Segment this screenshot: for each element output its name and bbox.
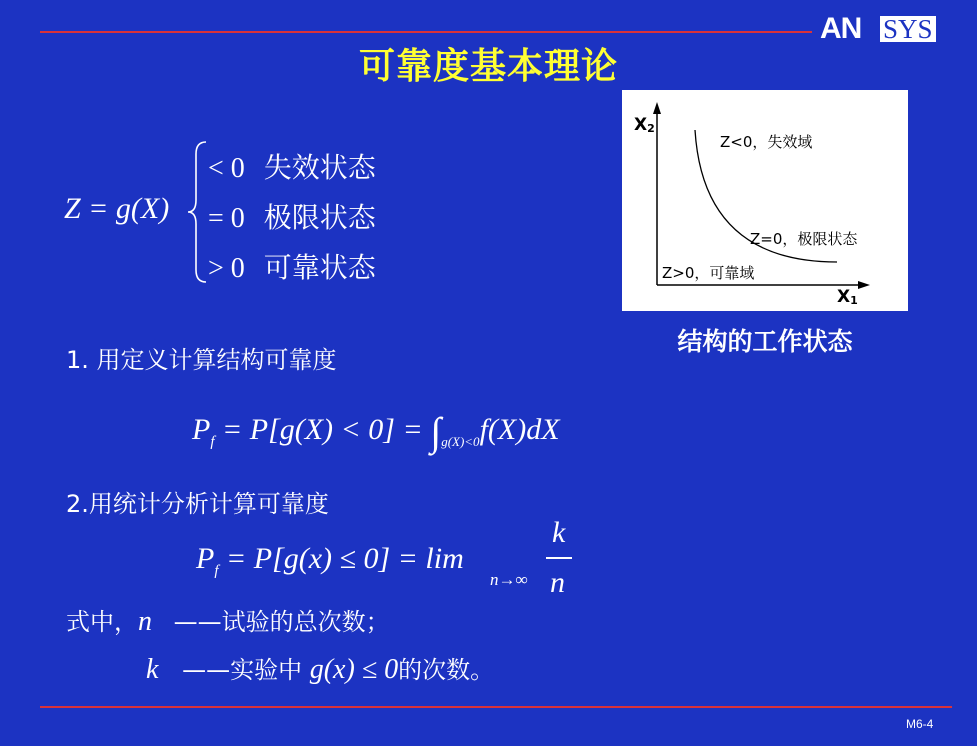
note-n-desc: ——试验的总次数；	[173, 608, 390, 636]
eq1-mid: = P[g(X) < 0] =	[214, 413, 431, 446]
slide-title: 可靠度基本理论	[358, 46, 618, 87]
eq2-lhs: P	[196, 542, 215, 575]
x-axis-label: X1	[837, 287, 858, 307]
y-axis-arrow	[653, 102, 661, 114]
x-axis-arrow	[858, 281, 870, 289]
case-2-cond: = 0	[208, 203, 245, 234]
eq1-sub: f	[210, 434, 215, 450]
region-limit-label: Z=0，极限状态	[750, 230, 858, 248]
header-rule	[40, 31, 812, 33]
diagram-caption: 结构的工作状态	[677, 327, 853, 356]
footer-rule	[40, 706, 952, 708]
piecewise-case-1	[208, 146, 376, 186]
case-3-cond: > 0	[208, 253, 245, 284]
logo-an-text: AN	[820, 12, 862, 45]
note-k-expr: g(x) ≤ 0	[309, 654, 399, 685]
note-k-line	[146, 650, 494, 686]
method-1-heading: 1. 用定义计算结构可靠度	[66, 346, 337, 374]
note-n-line	[66, 602, 390, 638]
note-k-desc-a: ——实验中	[182, 656, 310, 684]
note-k-var: k	[146, 654, 159, 685]
state-diagram	[622, 90, 908, 311]
eq1-integral: ∫	[430, 409, 442, 454]
eq2-mid: = P[g(x) ≤ 0] = lim	[218, 542, 464, 575]
note-prefix: 式中，	[66, 608, 138, 636]
note-k-desc-b: 的次数。	[398, 656, 495, 684]
page-number: M6-4	[906, 717, 934, 731]
case-3-label: 可靠状态	[263, 251, 376, 284]
piecewise-case-3	[208, 246, 376, 286]
eq1-rhs: f(X)dX	[479, 413, 560, 446]
eq2-sub: f	[214, 563, 219, 579]
region-fail-label: Z<0，失效域	[720, 133, 813, 151]
y-axis-label: X2	[634, 115, 655, 135]
case-1-label: 失效状态	[263, 151, 376, 184]
method-2-heading: 2.用统计分析计算可靠度	[66, 490, 329, 518]
case-1-cond: < 0	[208, 153, 245, 184]
eq2-lim-sub: n→∞	[490, 570, 528, 589]
piecewise-lhs: Z = g(X)	[64, 192, 170, 225]
logo-sys-text: SYS	[880, 16, 936, 42]
method-1-equation	[192, 408, 560, 455]
case-2-label: 极限状态	[263, 201, 376, 234]
eq2-numerator: k	[552, 516, 566, 549]
state-diagram-svg	[622, 90, 908, 311]
eq1-lhs: P	[192, 413, 211, 446]
piecewise-case-2	[208, 196, 376, 236]
note-n-var: n	[138, 606, 152, 637]
region-safe-label: Z>0，可靠域	[662, 264, 755, 282]
eq1-int-sub: g(X)<0	[441, 434, 480, 449]
eq2-denominator: n	[550, 566, 565, 599]
piecewise-brace	[186, 140, 208, 285]
method-2-equation	[196, 542, 464, 580]
eq2-fraction-bar	[546, 557, 572, 559]
